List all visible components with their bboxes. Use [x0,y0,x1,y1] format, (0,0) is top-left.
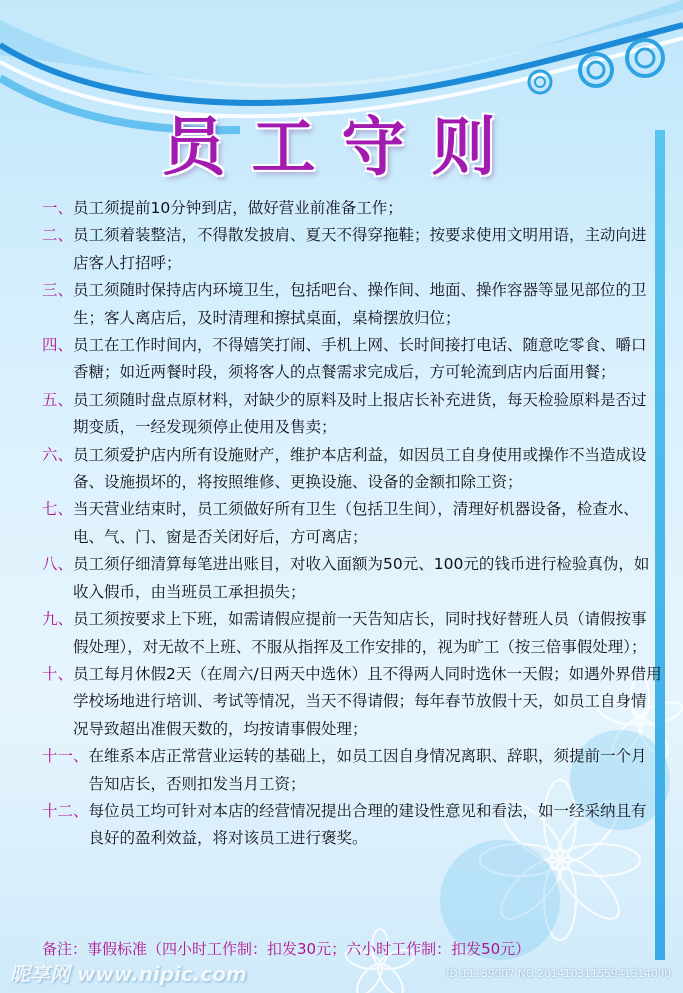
rule-number: 九、 [42,610,74,629]
rule-item [42,387,662,442]
rule-text: 员工须提前10分钟到店，做好营业前准备工作； [73,199,403,217]
image-id-watermark: ID:11139007 NO:20141031155941314000 [446,968,671,980]
rule-text: 员工须仔细清算每笔进出账目，对收入面额为50元、100元的钱币进行检验真伪，如收入假币，由当班员工承担损失； [73,555,650,601]
rule-item [42,551,662,606]
rule-number: 六、 [42,445,74,464]
rule-text: 员工须随时盘点原材料，对缺少的原料及时上报店长补充进货，每天检验原料是否过期变质，一经发现须停止使用及售卖； [73,390,647,437]
rule-text: 员工须按要求上下班，如需请假应提前一天告知店长，同时找好替班人员（请假按事假处理），对无故不上班、不服从指挥及工作安排的，视为旷工（按三倍事假处理）； [73,610,647,656]
note-line: 备注：事假标准（四小时工作制：扣发30元；六小时工作制：扣发50元） [42,940,531,958]
rule-number: 五、 [42,390,74,409]
rule-number: 一、 [42,199,74,217]
rule-item [42,798,662,853]
rule-number: 四、 [42,336,74,355]
rule-item [42,442,662,497]
site-watermark: 昵享网 www.nipic.com [10,962,247,986]
rule-number: 十二、 [42,801,89,820]
rule-number: 二、 [42,226,74,245]
rule-number: 十一、 [42,747,89,766]
rule-text: 员工须爱护店内所有设施财产，维护本店利益，如因员工自身使用或操作不当造成设备、设施损坏的，将按照维修、更换设施、设备的金额扣除工资； [73,445,647,492]
rule-text: 当天营业结束时，员工须做好所有卫生（包括卫生间），清理好机器设备，检查水、电、气、门、窗是否关闭好后，方可离店； [73,500,639,546]
rule-number: 八、 [42,555,74,574]
rule-text: 员工须随时保持店内环境卫生，包括吧台、操作间、地面、操作容器等显见部位的卫生；客人离店后，及时清理和擦拭桌面，桌椅摆放归位； [73,281,647,327]
rule-number: 七、 [42,500,74,519]
rule-text: 在维系本店正常营业运转的基础上，如员工因自身情况离职、辞职，须提前一个月告知店长，否则扣发当月工资； [88,747,647,793]
rule-number: 三、 [42,281,74,300]
page-title: 员工守则 [161,111,522,185]
rule-item [42,661,662,743]
rule-item [42,277,662,332]
rule-item [42,606,662,661]
rule-number: 十、 [42,664,74,683]
rule-text: 员工在工作时间内，不得嬉笑打闹、手机上网、长时间接打电话、随意吃零食、嚼口香糖；如近两餐时段，须将客人的点餐需求完成后，方可轮流到店内后面用餐； [73,336,647,382]
rule-item [42,743,662,798]
rule-text: 每位员工均可针对本店的经营情况提出合理的建设性意见和看法，如一经采纳且有良好的盈利效益，将对该员工进行褒奖。 [88,801,647,848]
rules-list [42,195,662,853]
rule-text: 员工每月休假2天（在周六/日两天中选休）且不得两人同时选休一天假；如遇外界借用学校场地进行培训、考试等情况，当天不得请假；每年春节放假十天，如员工自身情况导致超出准假天数的，均按请事假处理； [73,664,662,738]
rule-item [42,332,662,387]
rule-text: 员工须着装整洁，不得散发披肩、夏天不得穿拖鞋；按要求使用文明用语，主动向进店客人打招呼； [73,226,647,272]
rule-item [42,195,662,222]
rule-item [42,496,662,551]
rule-item [42,222,662,277]
